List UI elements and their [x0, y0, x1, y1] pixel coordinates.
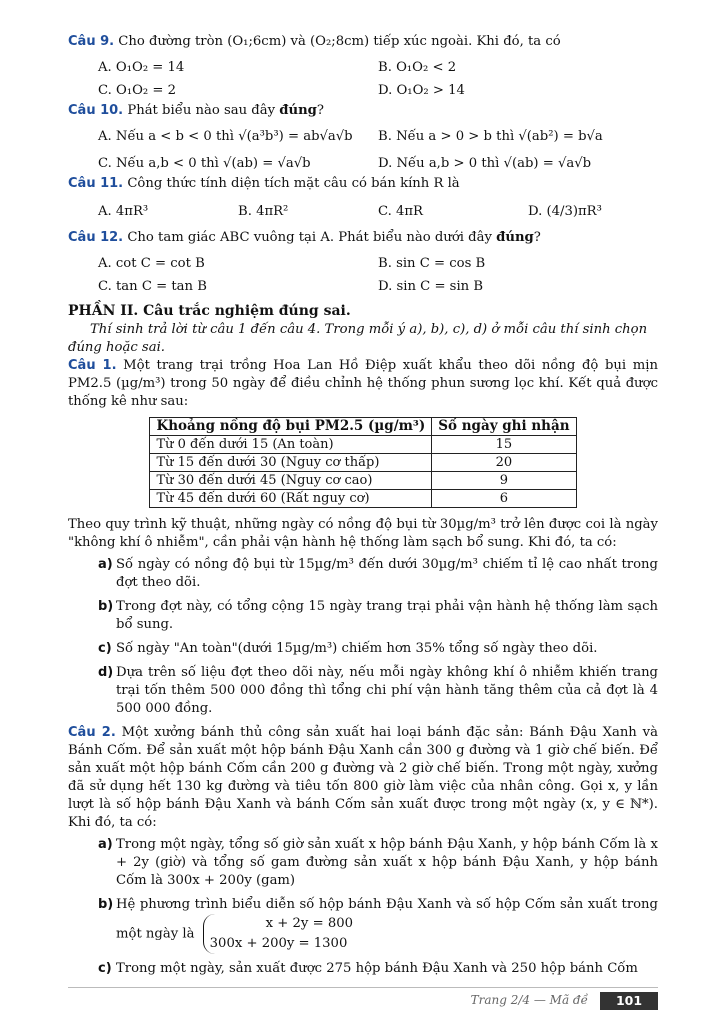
- option-d[interactable]: D. O₁O₂ > 14: [378, 83, 465, 98]
- statement-d[interactable]: [98, 664, 658, 718]
- table-row: [150, 436, 576, 454]
- table-cell: Từ 45 đến dưới 60 (Rất nguy cơ): [150, 490, 432, 508]
- statement-text: Dựa trên số liệu đợt theo dõi này, nếu mỗi ngày không khí ô nhiễm khiến trang trại tốn thêm 500 000 đồng thì tổng chi phí vận hành tăng thêm của cả đợt là 4 500 000 đồng.: [116, 665, 658, 716]
- page-number-text: Trang 2/4 — Mã đề: [470, 993, 588, 1007]
- statement-key: d): [98, 665, 114, 680]
- statement-text: Hệ phương trình biểu diễn số hộp bánh Đậu Xanh và số hộp Cốm sản xuất trong một ngày là: [116, 897, 658, 942]
- statement-a[interactable]: [98, 556, 658, 592]
- tf-question-1-items: [98, 556, 658, 718]
- question-text: Một trang trại trồng Hoa Lan Hồ Điệp xuất khẩu theo dõi nồng độ bụi mịn PM2.5 (µg/m³) trong 50 ngày để điều chỉnh hệ thống phun sương lọc khí. Kết quả được thống kê như sau:: [68, 358, 658, 409]
- equation-1: x + 2y = 800: [265, 916, 353, 931]
- statement-key: b): [98, 599, 114, 614]
- statement-key: b): [98, 897, 114, 912]
- question-text: Công thức tính diện tích mặt câu có bán kính R là: [127, 176, 460, 191]
- statement-a[interactable]: [98, 836, 658, 890]
- statement-b[interactable]: [98, 896, 658, 954]
- tf-question-2: [68, 724, 658, 832]
- option-a[interactable]: A. O₁O₂ = 14: [98, 60, 185, 75]
- question-9-options: [98, 57, 658, 101]
- option-c[interactable]: C. O₁O₂ = 2: [98, 83, 177, 98]
- section-instruction: Thí sinh trả lời từ câu 1 đến câu 4. Trong mỗi ý a), b), c), d) ở mỗi câu thí sinh chọn đúng hoặc sai.: [68, 322, 648, 355]
- question-context: Theo quy trình kỹ thuật, những ngày có nồng độ bụi từ 30µg/m³ trở lên được coi là ngày "không khí ô nhiễm", cần phải vận hành hệ thống làm sạch bổ sung. Khi đó, ta có:: [68, 517, 658, 550]
- pm25-table: [149, 417, 576, 508]
- table-header-row: [150, 418, 576, 436]
- option-a[interactable]: A. cot C = cot B: [98, 256, 205, 271]
- question-10: [68, 101, 658, 120]
- question-9: [68, 32, 658, 51]
- question-emphasis: đúng: [496, 230, 534, 245]
- option-d[interactable]: D. Nếu a,b > 0 thì √(ab) = √a√b: [378, 156, 592, 171]
- table-header: Số ngày ghi nhận: [432, 418, 576, 436]
- question-emphasis: đúng: [279, 103, 317, 118]
- question-label: Câu 11.: [68, 176, 124, 191]
- statement-text: Trong đợt này, có tổng cộng 15 ngày trang trại phải vận hành hệ thống làm sạch bổ sung.: [116, 599, 658, 632]
- exam-page: [68, 32, 658, 984]
- question-label: Câu 2.: [68, 725, 116, 740]
- statement-key: c): [98, 641, 112, 656]
- statement-b[interactable]: [98, 598, 658, 634]
- table-cell: Từ 15 đến dưới 30 (Nguy cơ thấp): [150, 454, 432, 472]
- question-label: Câu 9.: [68, 34, 115, 49]
- question-text-end: ?: [533, 230, 541, 245]
- table-cell: 6: [432, 490, 576, 508]
- statement-text: Số ngày có nồng độ bụi từ 15µg/m³ đến dưới 30µg/m³ chiếm tỉ lệ cao nhất trong đợt theo dõi.: [116, 557, 658, 590]
- option-a[interactable]: A. 4πR³: [98, 204, 149, 219]
- question-label: Câu 1.: [68, 358, 117, 373]
- statement-c[interactable]: [98, 640, 658, 658]
- equation-system: [203, 914, 353, 954]
- table-row: [150, 472, 576, 490]
- question-11: [68, 174, 658, 193]
- question-label: Câu 12.: [68, 230, 124, 245]
- question-text: Cho tam giác ABC vuông tại A. Phát biểu nào dưới đây: [127, 230, 497, 245]
- question-text: Một xưởng bánh thủ công sản xuất hai loại bánh đặc sản: Bánh Đậu Xanh và Bánh Cốm. Để sản xuất một hộp bánh Đậu Xanh cần 300 g đường và 1 giờ chế biến. Để sản xuất một hộp bánh Cốm cần 200 g đường và 2 giờ chế biến. Trong một ngày, xưởng đã sử dụng hết 130 kg đường và tiêu tốn 800 giờ làm việc của nhân công. Gọi x, y lần lượt là số hộp bánh Đậu Xanh và bánh Cốm sản xuất được trong một ngày (x, y ∈ ℕ*). Khi đó, ta có:: [68, 725, 658, 830]
- table-row: [150, 454, 576, 472]
- page-footer: [68, 987, 658, 1008]
- statement-c[interactable]: [98, 960, 658, 978]
- equation-2: 300x + 200y = 1300: [209, 936, 348, 951]
- question-label: Câu 10.: [68, 103, 124, 118]
- statement-key: a): [98, 557, 113, 572]
- option-b[interactable]: B. Nếu a > 0 > b thì √(ab²) = b√a: [378, 129, 603, 144]
- exam-code-badge: 101: [600, 992, 658, 1010]
- statement-text: Trong một ngày, sản xuất được 275 hộp bánh Đậu Xanh và 250 hộp bánh Cốm: [116, 961, 638, 976]
- question-11-options: [98, 201, 658, 222]
- question-10-options: [98, 126, 658, 174]
- statement-key: c): [98, 961, 112, 976]
- table-cell: Từ 30 đến dưới 45 (Nguy cơ cao): [150, 472, 432, 490]
- statement-text: Số ngày "An toàn"(dưới 15µg/m³) chiếm hơn 35% tổng số ngày theo dõi.: [116, 641, 598, 656]
- option-c[interactable]: C. 4πR: [378, 204, 423, 219]
- table-cell: 20: [432, 454, 576, 472]
- tf-question-2-items: [98, 836, 658, 978]
- option-b[interactable]: B. sin C = cos B: [378, 256, 486, 271]
- statement-body: [116, 896, 658, 954]
- option-c[interactable]: C. Nếu a,b < 0 thì √(ab) = √a√b: [98, 156, 311, 171]
- table-cell: 15: [432, 436, 576, 454]
- question-12: [68, 228, 658, 247]
- option-c[interactable]: C. tan C = tan B: [98, 279, 207, 294]
- table-row: [150, 490, 576, 508]
- question-text: Phát biểu nào sau đây: [127, 103, 280, 118]
- section-title: PHẦN II. Câu trắc nghiệm đúng sai.: [68, 303, 351, 319]
- statement-key: a): [98, 837, 113, 852]
- question-12-options: [98, 253, 658, 297]
- question-text-end: ?: [316, 103, 324, 118]
- option-d[interactable]: D. (4/3)πR³: [528, 204, 602, 219]
- option-b[interactable]: B. O₁O₂ < 2: [378, 60, 457, 75]
- option-d[interactable]: D. sin C = sin B: [378, 279, 484, 294]
- tf-question-1: [68, 357, 658, 411]
- table-cell: 9: [432, 472, 576, 490]
- table-cell: Từ 0 đến dưới 15 (An toàn): [150, 436, 432, 454]
- option-a[interactable]: A. Nếu a < b < 0 thì √(a³b³) = ab√a√b: [98, 129, 353, 144]
- statement-text: Trong một ngày, tổng số giờ sản xuất x hộp bánh Đậu Xanh, y hộp bánh Cốm là x + 2y (giờ) và tổng số gam đường sản xuất x hộp bánh Đậu Xanh, y hộp bánh Cốm là 300x + 200y (gam): [116, 837, 658, 888]
- table-header: Khoảng nồng độ bụi PM2.5 (µg/m³): [150, 418, 432, 436]
- question-text: Cho đường tròn (O₁;6cm) và (O₂;8cm) tiếp xúc ngoài. Khi đó, ta có: [118, 34, 561, 49]
- option-b[interactable]: B. 4πR²: [238, 204, 289, 219]
